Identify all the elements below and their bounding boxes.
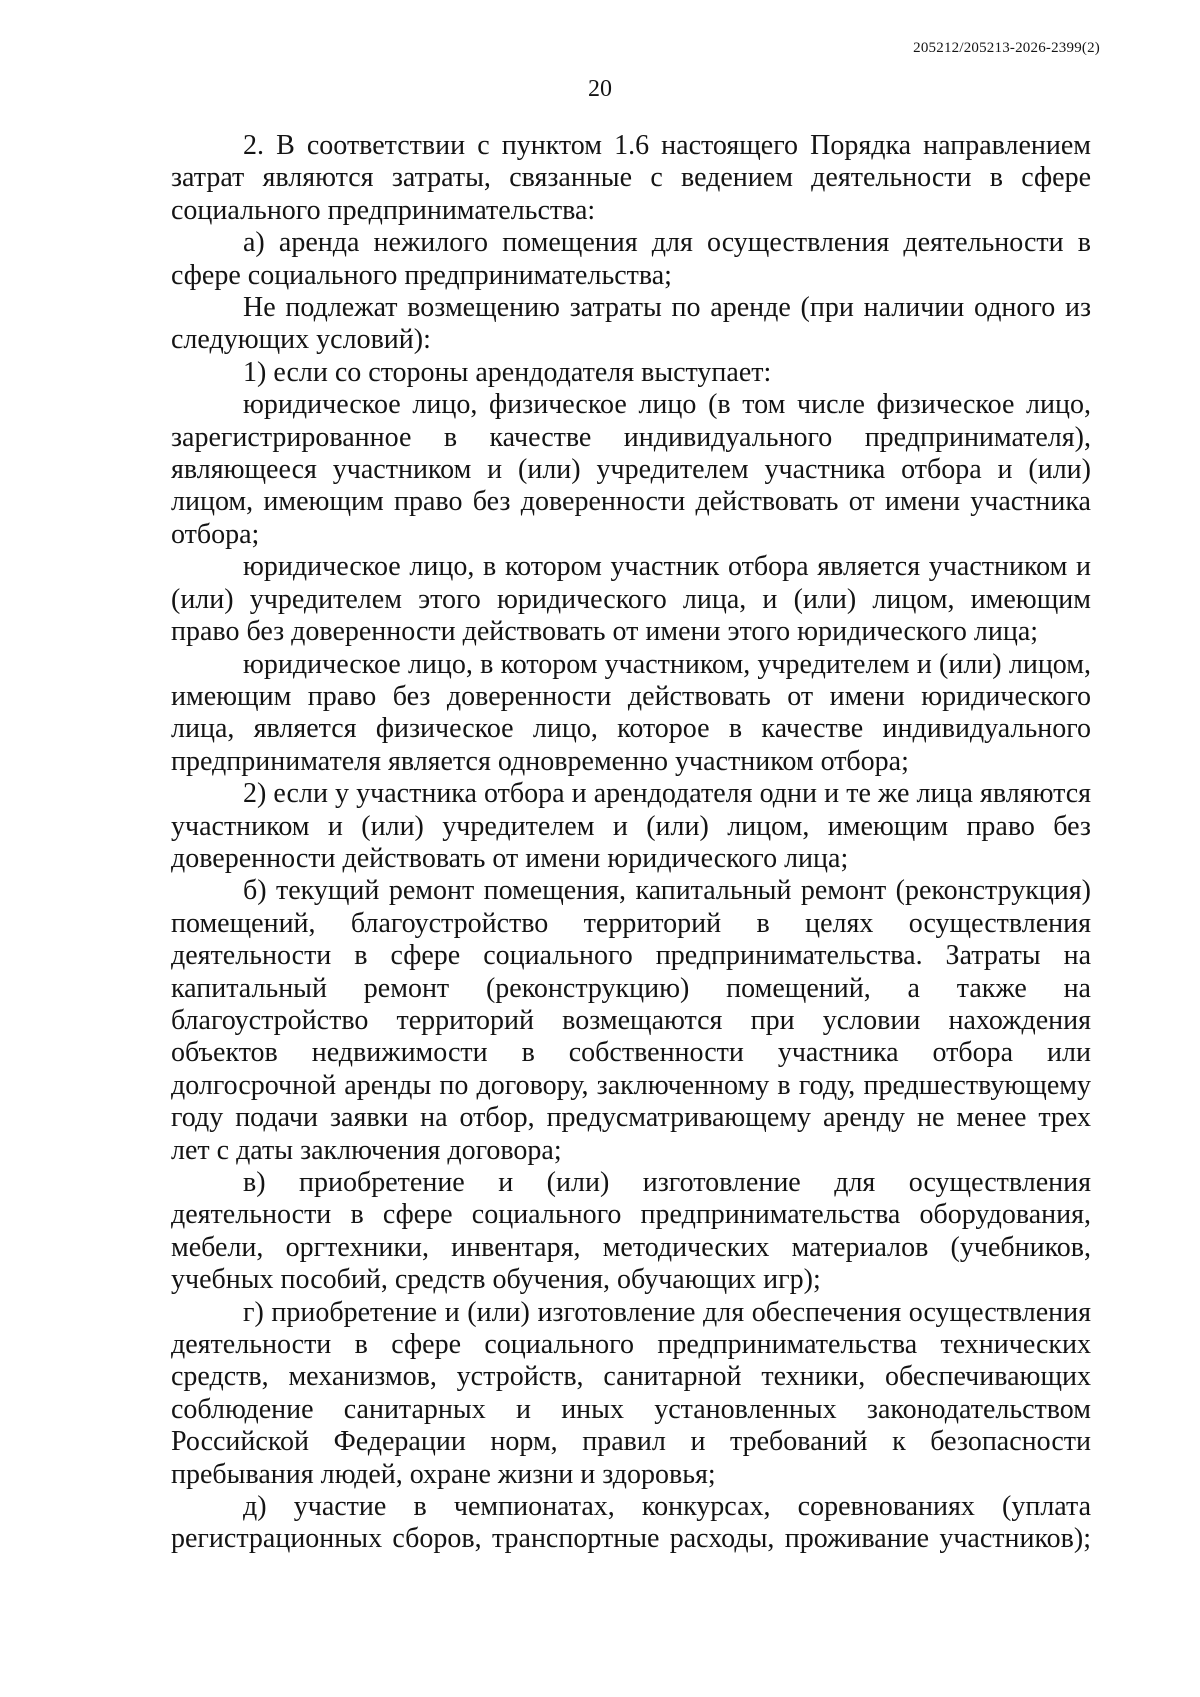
paragraph-exclusions: Не подлежат возмещению затраты по аренде (при наличии одного из следующих условий): [171, 292, 1091, 356]
paragraph-item-g: г) приобретение и (или) изготовление для обеспечения осуществления деятельности в сфере социального предпринимательства технических средств, механизмов, устройств, санитарной техники, обеспечивающих соблюдение санитарных и иных установленных законодательством Российской Федерации норм, правил и требований к безопасности пребывания людей, охране жизни и здоровья; [171, 1296, 1091, 1490]
paragraph-landlord-case-2: юридическое лицо, в котором участник отбора является участником и (или) учредителем этого юридического лица, и (или) лицом, имеющим право без доверенности действовать от имени этого юридического лица; [171, 551, 1091, 648]
paragraph-item-d: д) участие в чемпионатах, конкурсах, соревнованиях (уплата регистрационных сборов, транспортные расходы, проживание участников); [171, 1491, 1091, 1555]
paragraph-landlord-case-3: юридическое лицо, в котором участником, учредителем и (или) лицом, имеющим право без доверенности действовать от имени юридического лица, является физическое лицо, которое в качестве индивидуального предпринимателя является одновременно участником отбора; [171, 648, 1091, 777]
paragraph-item-b: б) текущий ремонт помещения, капитальный ремонт (реконструкция) помещений, благоустройство территорий в целях осуществления деятельности в сфере социального предпринимательства. Затраты на капитальный ремонт (реконструкцию) помещений, а также на благоустройство территорий возмещаются при условии нахождения объектов недвижимости в собственности участника отбора или долгосрочной аренды по договору, заключенному в году, предшествующему году подачи заявки на отбор, предусматривающему аренду не менее трех лет с даты заключения договора; [171, 875, 1091, 1166]
paragraph-item-a: а) аренда нежилого помещения для осуществления деятельности в сфере социального предпринимательства; [171, 227, 1091, 291]
paragraph-item-2: 2. В соответствии с пунктом 1.6 настоящего Порядка направлением затрат являются затраты, связанные с ведением деятельности в сфере социального предпринимательства: [171, 130, 1091, 226]
paragraph-condition-1: 1) если со стороны арендодателя выступает: [243, 356, 772, 388]
page-number: 20 [588, 76, 612, 102]
document-id: 205212/205213-2026-2399(2) [913, 40, 1100, 56]
paragraph-condition-2: 2) если у участника отбора и арендодателя одни и те же лица являются участником и (или) учредителем и (или) лицом, имеющим право без доверенности действовать от имени юридического лица; [171, 778, 1091, 874]
paragraph-item-v: в) приобретение и (или) изготовление для осуществления деятельности в сфере социального предпринимательства оборудования, мебели, оргтехники, инвентаря, методических материалов (учебников, учебных пособий, средств обучения, обучающих игр); [171, 1167, 1091, 1296]
paragraph-landlord-case-1: юридическое лицо, физическое лицо (в том числе физическое лицо, зарегистрированное в качестве индивидуального предпринимателя), являющееся участником и (или) учредителем участника отбора и (или) лицом, имеющим право без доверенности действовать от имени участника отбора; [171, 389, 1091, 550]
document-body [171, 130, 1091, 1556]
